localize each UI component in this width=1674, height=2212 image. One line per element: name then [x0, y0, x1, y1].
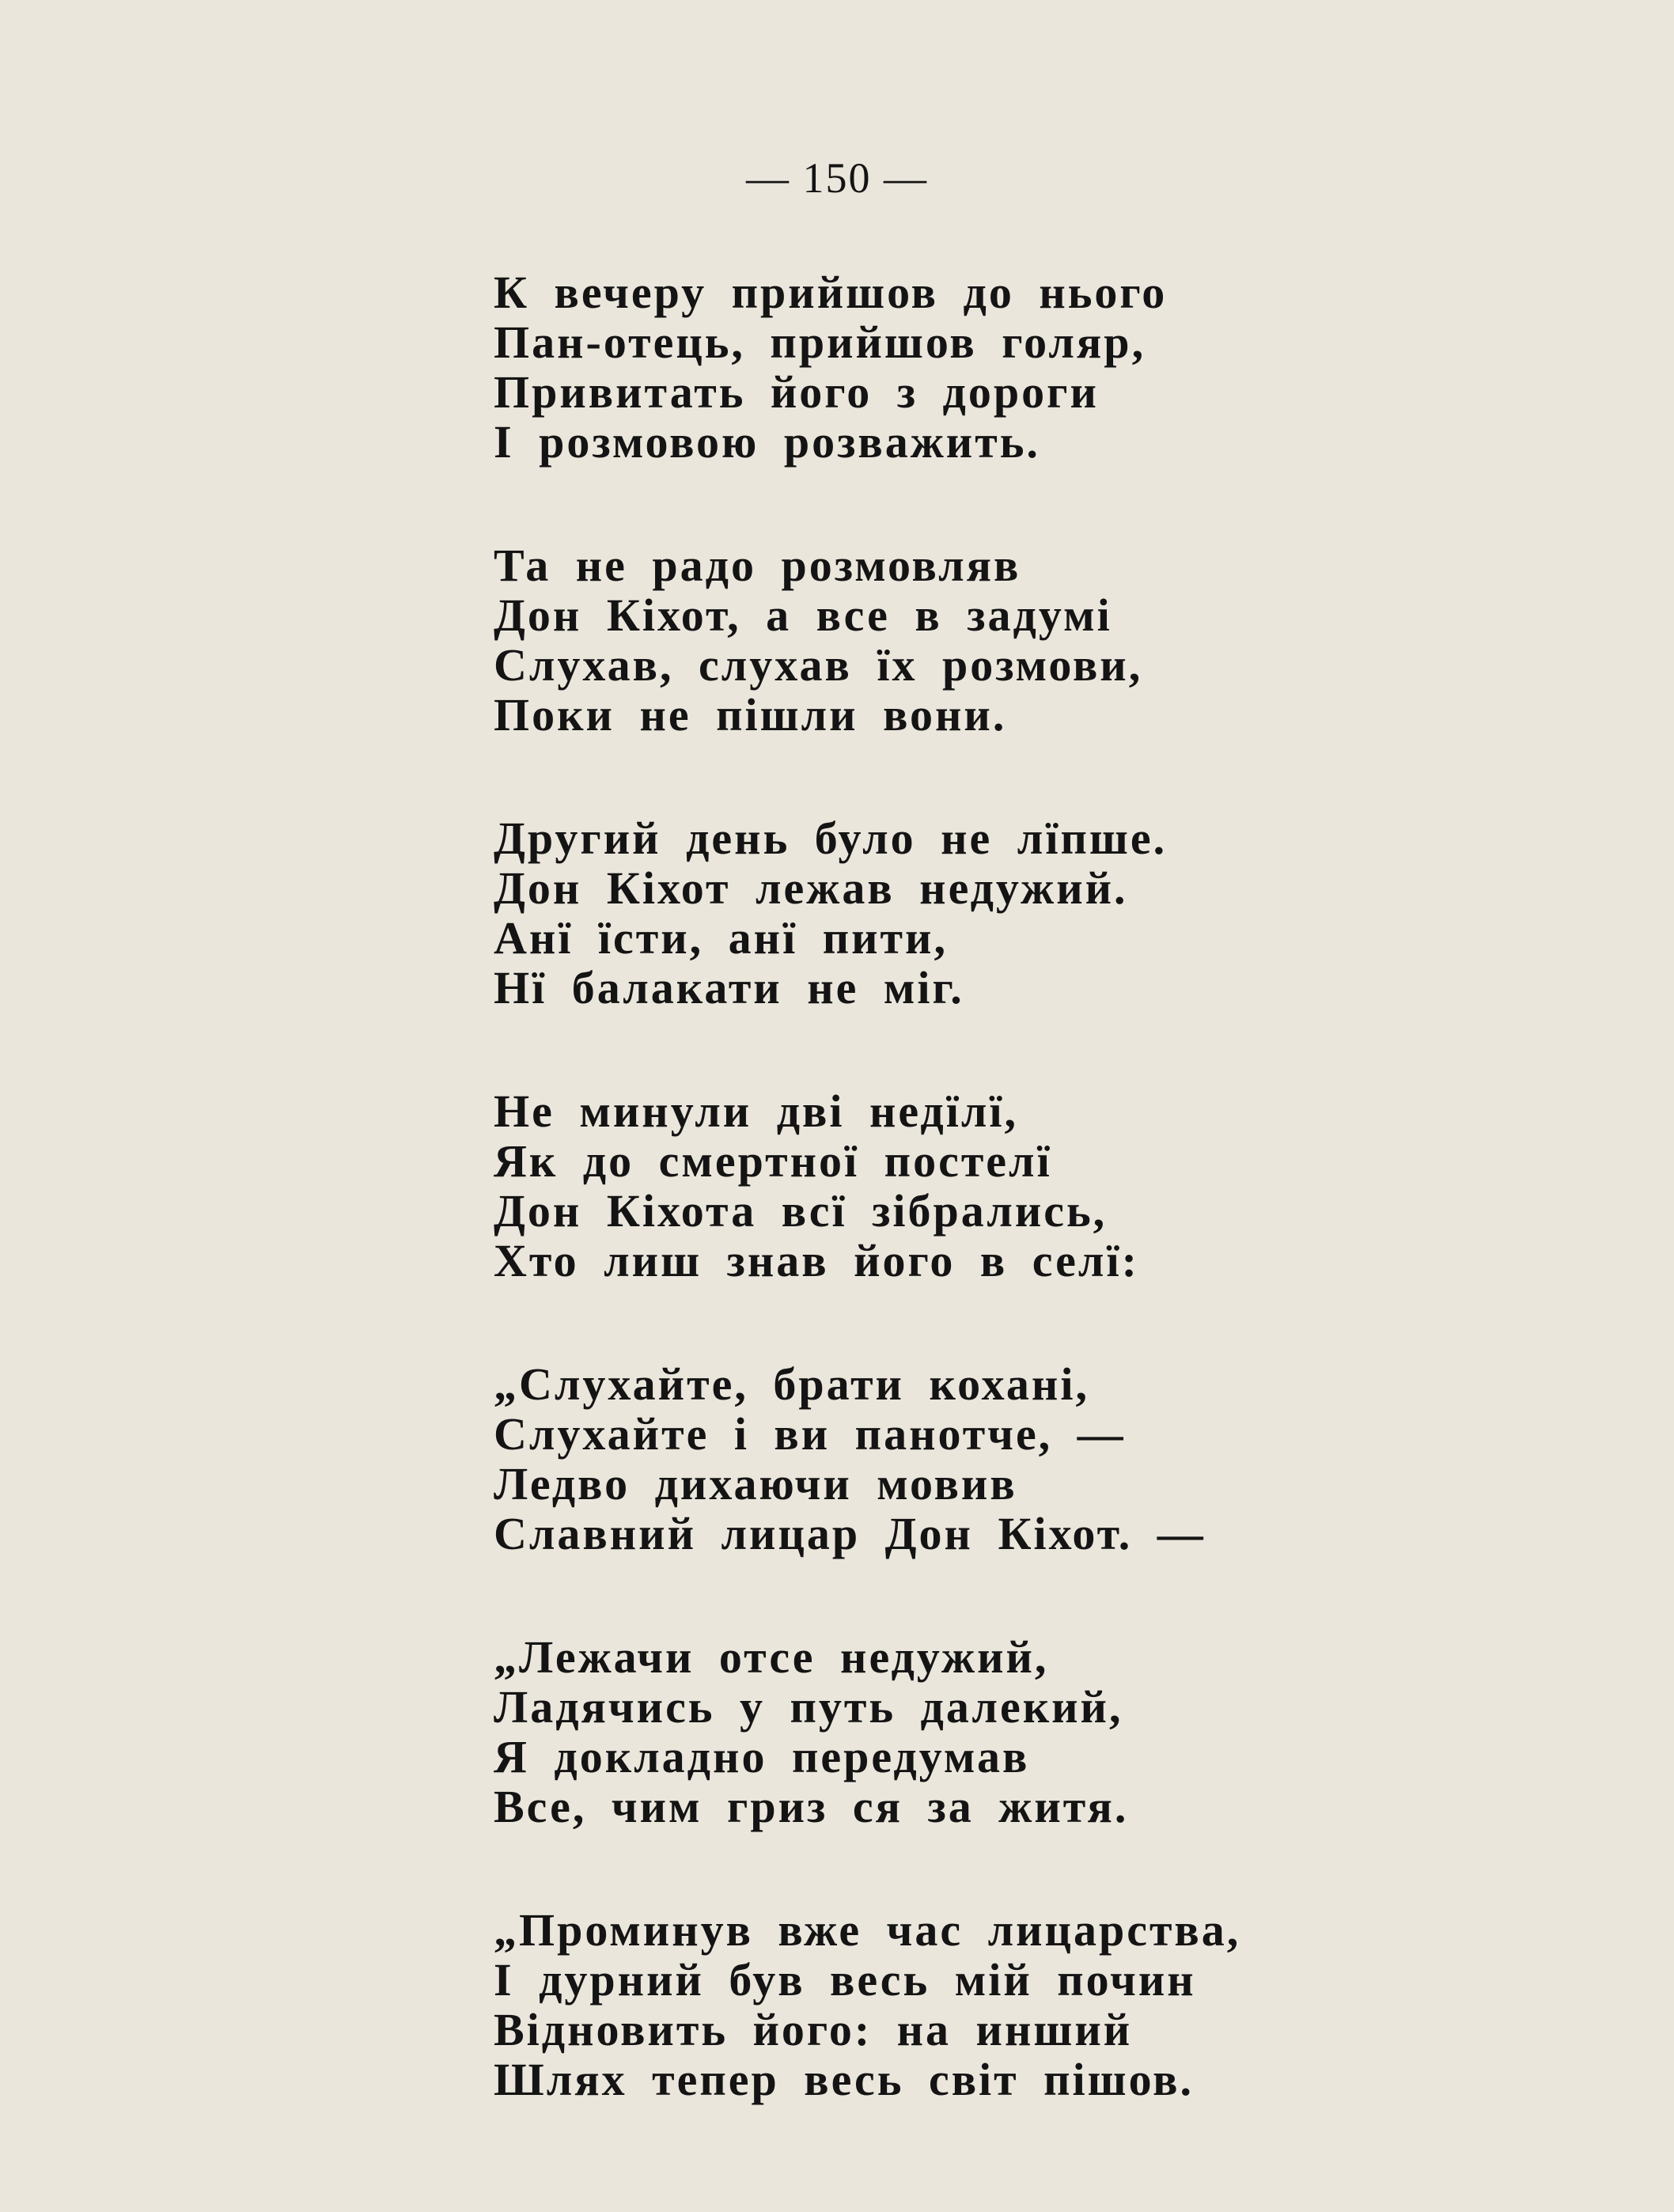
- poem-line: Все, чим гриз ся за житя.: [494, 1781, 1129, 1832]
- poem-line: Ладячись у путь далекий,: [494, 1681, 1123, 1733]
- stanza-3: [494, 813, 1665, 1013]
- stanza-4: [494, 1086, 1665, 1286]
- poem-line: Славний лицар Дон Кіхот. —: [494, 1508, 1206, 1559]
- poem-line: Дон Кіхота всї зібрались,: [494, 1185, 1108, 1237]
- poem-line: Я докладно передумав: [494, 1731, 1030, 1782]
- stanza-7: [494, 1905, 1665, 2104]
- poem-line: „Слухайте, брати кохані,: [494, 1358, 1089, 1410]
- stanza-6: [494, 1632, 1665, 1831]
- poem-line: Другий день було не лїпше.: [494, 812, 1168, 864]
- poem-line: Пан-отець, прийшов голяр,: [494, 316, 1146, 368]
- poem-line: Дон Кіхот лежав недужий.: [494, 862, 1128, 914]
- poem-line: Анї їсти, анї пити,: [494, 912, 948, 964]
- poem-line: Та не радо розмовляв: [494, 540, 1021, 591]
- poem-line: І розмовою розважить.: [494, 416, 1040, 468]
- poem-line: Привитать його з дороги: [494, 366, 1099, 418]
- poem-line: Шлях тепер весь світ пішов.: [494, 2054, 1194, 2105]
- poem-line: Не минули дві недїлї,: [494, 1085, 1018, 1137]
- poem-line: Дон Кіхот, а все в задумі: [494, 589, 1112, 641]
- stanza-2: [494, 540, 1665, 740]
- stanza-5: [494, 1359, 1665, 1559]
- poem-line: І дурний був весь мій почин: [494, 1954, 1196, 2006]
- poem-line: Як до смертної постелї: [494, 1135, 1052, 1187]
- poem-line: Слухав, слухав їх розмови,: [494, 639, 1143, 691]
- page-number: — 150 —: [746, 154, 928, 202]
- poem-line: Слухайте і ви панотче, —: [494, 1408, 1126, 1460]
- poem-line: Ледво дихаючи мовив: [494, 1458, 1017, 1509]
- poem-line: Відновить його: на инший: [494, 2004, 1133, 2055]
- poem-line: Нї балакати не міг.: [494, 962, 964, 1013]
- poem-line: К вечеру прийшов до нього: [494, 267, 1168, 318]
- stanza-1: [494, 267, 1665, 467]
- poem-line: Хто лиш знав його в селї:: [494, 1235, 1139, 1286]
- poem-line: „Проминув вже час лицарства,: [494, 1904, 1241, 1956]
- poem-line: Поки не пішли вони.: [494, 689, 1007, 740]
- poem-line: „Лежачи отсе недужий,: [494, 1631, 1049, 1683]
- poem: [494, 267, 1665, 2104]
